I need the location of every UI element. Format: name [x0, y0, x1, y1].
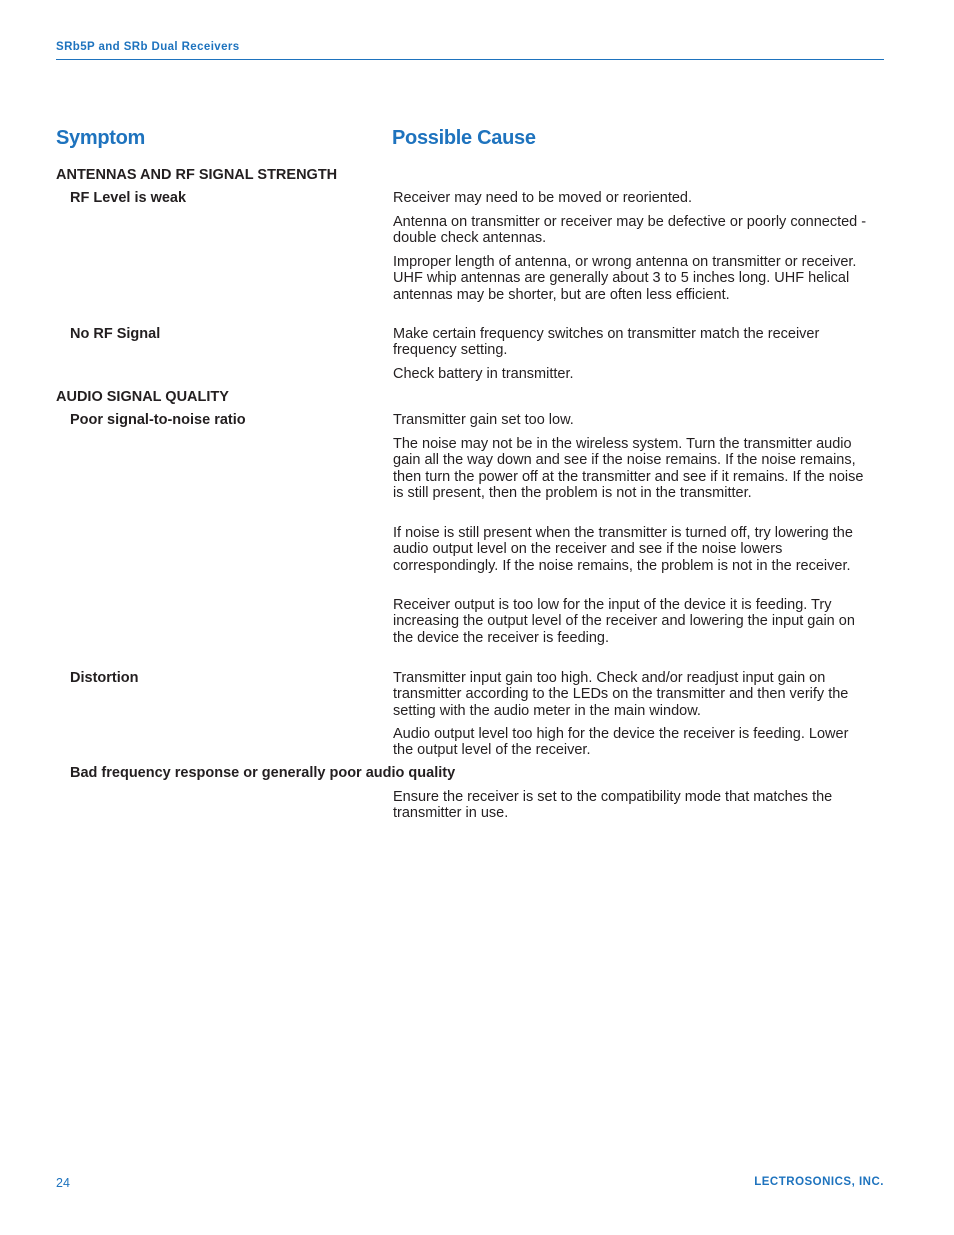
cause-text: Transmitter input gain too high. Check and/or readjust input gain on transmitter according to the LEDs on the transmitter and then verify the setting with the audio meter in the main window.	[393, 670, 849, 719]
symptom-distortion: Distortion	[70, 670, 139, 686]
cause-text: Antenna on transmitter or receiver may be defective or poorly connected - double check antennas.	[393, 214, 867, 247]
header-divider	[56, 59, 884, 60]
cause-text: Make certain frequency switches on transmitter match the receiver frequency setting.	[393, 326, 820, 359]
section-heading-audio: AUDIO SIGNAL QUALITY	[56, 389, 229, 405]
section-heading-antennas: ANTENNAS AND RF SIGNAL STRENGTH	[56, 167, 338, 183]
symptom-no-rf-signal: No RF Signal	[70, 326, 161, 342]
header-title: SRb5P and SRb Dual Receivers	[56, 41, 240, 53]
symptom-bad-frequency-response: Bad frequency response or generally poor audio quality	[70, 765, 456, 781]
cause-text: Receiver may need to be moved or reoriented.	[393, 190, 693, 206]
page-number: 24	[56, 1176, 70, 1190]
symptom-rf-level-weak: RF Level is weak	[70, 190, 187, 206]
symptom-poor-snr: Poor signal-to-noise ratio	[70, 412, 246, 428]
cause-text: Ensure the receiver is set to the compatibility mode that matches the transmitter in use.	[393, 789, 833, 822]
cause-text: The noise may not be in the wireless system. Turn the transmitter audio gain all the way down and see if the noise remains. If the noise remains, then turn the power off at the transmitter and see if it remains. If the noise is still present, then the problem is not in the transmitter.	[393, 436, 864, 502]
cause-text: Receiver output is too low for the input of the device it is feeding. Try increasing the output level of the receiver and lowering the input gain on the device the receiver is feeding.	[393, 597, 855, 646]
cause-text: If noise is still present when the transmitter is turned off, try lowering the audio output level on the receiver and see if the noise lowers correspondingly. If the noise remains, the problem is not in the receiver.	[393, 525, 853, 574]
cause-text: Improper length of antenna, or wrong antenna on transmitter or receiver. UHF whip antennas are generally about 3 to 5 inches long. UHF helical antennas may be shorter, but are often less efficient.	[393, 254, 857, 303]
cause-column-heading: Possible Cause	[392, 127, 536, 149]
cause-text: Check battery in transmitter.	[393, 366, 574, 382]
symptom-column-heading: Symptom	[56, 127, 146, 149]
cause-text: Transmitter gain set too low.	[393, 412, 574, 428]
footer-brand: LECTROSONICS, INC.	[754, 1176, 884, 1188]
cause-text: Audio output level too high for the device the receiver is feeding. Lower the output level of the receiver.	[393, 726, 849, 759]
